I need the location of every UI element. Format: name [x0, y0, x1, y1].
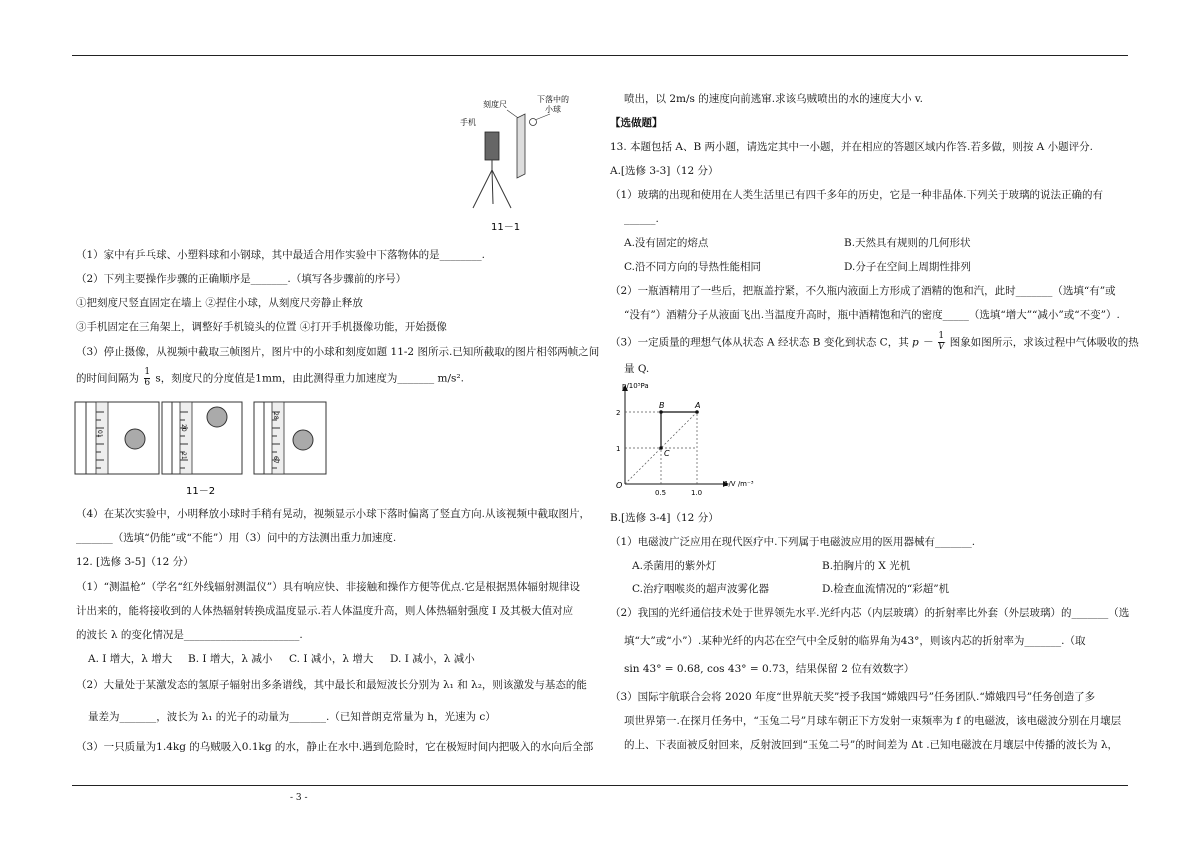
- q11-steps-2: ③手机固定在三角架上，调整好手机镜头的位置 ④打开手机摄像功能，开始摄像: [76, 321, 447, 333]
- fraction-num-v: 1: [938, 331, 945, 341]
- q11-steps-1: ①把刻度尺竖直固定在墙上 ②捏住小球，从刻度尺旁静止释放: [76, 297, 363, 309]
- x-axis-label: 1/V /m⁻³: [724, 480, 754, 488]
- q13a-part3: [610, 332, 1139, 353]
- figure-11-2: [74, 400, 334, 500]
- ball-frame-2: [207, 407, 227, 427]
- ball-frame-1: [125, 429, 145, 449]
- q11-part4-cont: _______（选填“仍能”或“不能”）用（3）问中的方法测出重力加速度.: [76, 532, 397, 544]
- point-A: [695, 410, 699, 414]
- q13a-part3-text: （3）一定质量的理想气体从状态 A 经状态 B 变化到状态 C，其: [610, 336, 909, 349]
- q13b-part3: （3）国际宇航联合会将 2020 年度“世界航天奖”授予我国“嫦娥四号”任务团队.“嫦娥四号”任务创造了多: [610, 691, 1096, 703]
- y-axis-label: p/10⁵Pa: [622, 382, 649, 390]
- page-number: - 3 -: [290, 793, 308, 803]
- label-phone: 手机: [460, 118, 476, 127]
- q13b-title: B.[选修 3-4]（12 分）: [610, 512, 719, 524]
- origin-label: O: [616, 481, 623, 490]
- q13b-option-c: C.治疗咽喉炎的超声波雾化器: [632, 583, 769, 595]
- point-label-B: B: [659, 401, 665, 410]
- q13a-part1: （1）玻璃的出现和使用在人类生活里已有四千多年的历史，它是一种非晶体.下列关于玻璃的说法正确的有: [610, 189, 1104, 201]
- q13b-part3-cont2: 的上、下表面被反射回来，反射波回到“玉兔二号”的时间差为 Δt .已知电磁波在月壤层中传播的波长为 λ，: [624, 739, 1119, 751]
- q13a-option-a: A.没有固定的熔点: [624, 237, 709, 249]
- q13b-option-a: A.杀菌用的紫外灯: [632, 560, 717, 572]
- q12-option-c: C. I 减小，λ 增大: [289, 653, 374, 665]
- q13b-part2-cont: 填“大”或“小”）.某种光纤的内芯在空气中全反射的临界角为43°，则该内芯的折射率为_______.（取: [624, 635, 1086, 647]
- q12-part3: （3）一只质量为1.4kg 的乌贼吸入0.1kg 的水，静止在水中.遇到危险时，它在极短时间内把吸入的水向后全部: [76, 741, 594, 753]
- caption-11-1: 11－1: [491, 222, 521, 233]
- q12-part3-cont: 喷出，以 2m/s 的速度向前逃窜.求该乌贼喷出的水的速度大小 v.: [624, 93, 923, 105]
- p2-tick-2: 21: [180, 452, 187, 460]
- frame-panel-2: [162, 402, 242, 474]
- point-B: [659, 410, 663, 414]
- q13b-part2-cont2: sin 43° = 0.68, cos 43° = 0.73，结果保留 2 位有效数字）: [624, 663, 915, 675]
- frame-panel-3: [254, 402, 326, 474]
- x-tick-0: 0.5: [655, 489, 667, 497]
- point-label-C: C: [664, 449, 670, 458]
- q13b-option-b: B.拍胸片的 X 光机: [822, 560, 911, 572]
- q12-part1-cont2: 的波长 λ 的变化情况是______________________.: [76, 629, 303, 641]
- graph-marks: [616, 401, 702, 497]
- p3-tick-0: 28: [272, 412, 279, 420]
- q12-option-d: D. I 减小，λ 减小: [390, 653, 475, 665]
- caption-11-2: 11－2: [186, 486, 216, 497]
- q13a-part2-cont: “没有”）酒精分子从液面飞出.当温度升高时，瓶中酒精饱和汽的密度_____（选填“增大”“减小”或“不变”）.: [624, 309, 1120, 321]
- q13a-option-c: C.沿不同方向的导热性能相同: [624, 261, 761, 273]
- q11-part1: （1）家中有乒乓球、小塑料球和小钢球，其中最适合用作实验中下落物体的是________.: [76, 249, 486, 261]
- fraction-den-v: V: [937, 341, 945, 352]
- q13a-part3-rest: 图象如图所示，求该过程中气体吸收的热: [949, 336, 1139, 349]
- p2-tick-0: 20: [180, 424, 187, 432]
- q12-option-b: B. I 增大，λ 减小: [188, 653, 273, 665]
- q12-option-a: A. I 增大，λ 增大: [88, 653, 173, 665]
- p1-tick-1: 01: [96, 430, 103, 438]
- q13a-part2: （2）一瓶酒精用了一些后，把瓶盖拧紧，不久瓶内液面上方形成了酒精的饱和汽，此时_______（选填“有”或: [610, 285, 1116, 297]
- q12-part1: （1）“测温枪”（学名“红外线辐射测温仪”）具有响应快、非接触和操作方便等优点.它是根据黑体辐射规律设: [76, 581, 580, 593]
- fraction-num: 1: [144, 367, 151, 377]
- fraction-1-6: [144, 368, 150, 389]
- frame-panel-1: [75, 402, 159, 474]
- q11-interval-text: 的时间间隔为: [76, 372, 139, 385]
- q13-intro: 13. 本题包括 A、B 两小题，请选定其中一小题，并在相应的答题区域内作答.若多做，则按 A 小题评分.: [610, 141, 1093, 153]
- q12-part2: （2）大量处于某激发态的氢原子辐射出多条谱线，其中最长和最短波长分别为 λ₁ 和 λ₂，则该激发与基态的能: [76, 679, 587, 691]
- q13a-part3-cont: 量 Q.: [624, 363, 650, 375]
- q12-part1-cont1: 计出来的，能将接收到的人体热辐射转换成温度显示.若人体温度升高，则人体热辐射强度 I 及其极大值对应: [76, 605, 574, 617]
- q11-part3: （3）停止摄像，从视频中截取三帧图片，图片中的小球和刻度如题 11-2 图所示.已知所截取的图片相邻两帧之间: [76, 346, 600, 358]
- q13b-part2: （2）我国的光纤通信技术处于世界领先水平.光纤内芯（内层玻璃）的折射率比外套（外层玻璃）的_______（选: [610, 607, 1130, 619]
- q13a-option-b: B.天然具有规则的几何形状: [844, 237, 971, 249]
- q12-title: 12. [选修 3-5]（12 分）: [76, 556, 194, 568]
- q13a-p-symbol: p －: [912, 336, 933, 349]
- q13a-part1-blank: ______.: [624, 213, 659, 225]
- q13b-part3-cont1: 项世界第一.在探月任务中，“玉兔二号”月球车朝正下方发射一束频率为 f 的电磁波，该电磁波分别在月壤层: [624, 715, 1122, 727]
- label-ruler: 刻度尺: [483, 100, 507, 109]
- p3-tick-2: 67: [272, 456, 279, 464]
- q12-part2-cont: 量差为_______，波长为 λ₁ 的光子的动量为_______.（已知普朗克常量为 h，光速为 c）: [88, 711, 496, 723]
- label-ball2: 小球: [545, 105, 561, 114]
- fraction-den: 6: [144, 377, 151, 388]
- label-ball: 下落中的: [537, 95, 569, 104]
- x-tick-1: 1.0: [691, 489, 703, 497]
- q11-part2: （2）下列主要操作步骤的正确顺序是_______.（填写各步骤前的序号）: [76, 273, 407, 285]
- q11-part4: （4）在某次实验中，小明释放小球时手稍有晃动，视频显示小球下落时偏离了竖直方向.从该视频中截取图片，: [76, 508, 591, 520]
- point-label-A: A: [695, 401, 701, 410]
- q13b-part1: （1）电磁波广泛应用在现代医疗中.下列属于电磁波应用的医用器械有_______.: [610, 536, 976, 548]
- y-tick-0: 1: [616, 445, 621, 453]
- y-tick-1: 2: [616, 409, 621, 417]
- point-C: [659, 446, 663, 450]
- elective-heading: 【选做题】: [610, 117, 663, 129]
- q11-part3-cont: [76, 368, 464, 389]
- q13b-option-d: D.检查血流情况的“彩超”机: [822, 583, 950, 595]
- ball-frame-3: [293, 430, 313, 450]
- fraction-1-v: [938, 332, 945, 353]
- q11-interval-rest: s，刻度尺的分度值是1mm，由此测得重力加速度为_______ m/s².: [155, 372, 464, 385]
- q13a-title: A.[选修 3-3]（12 分）: [610, 165, 719, 177]
- pv-graph: [610, 378, 770, 503]
- q13a-option-d: D.分子在空间上周期性排列: [844, 261, 971, 273]
